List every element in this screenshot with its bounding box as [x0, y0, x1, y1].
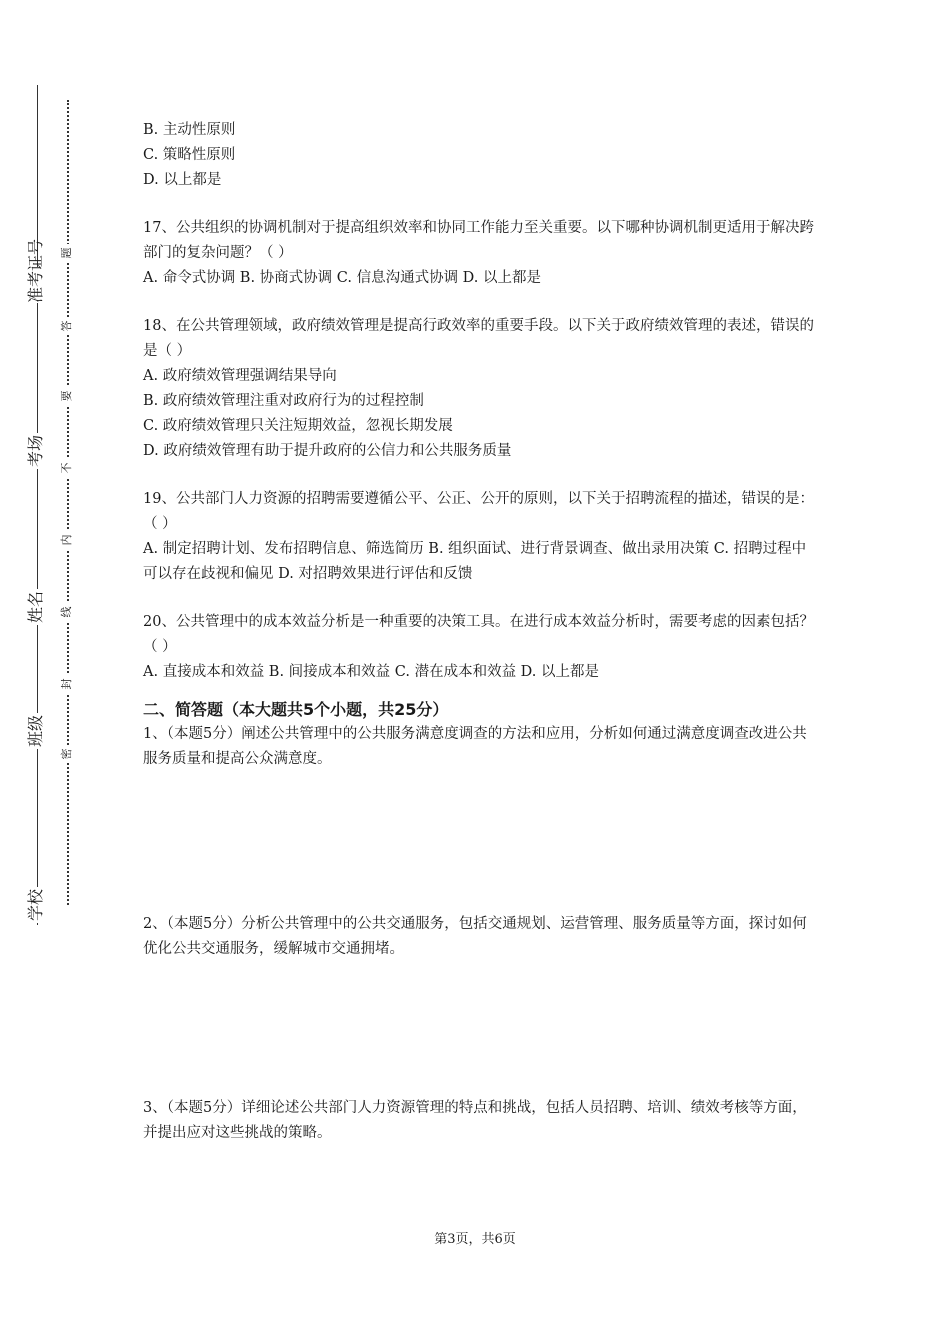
seal-char: 封 [59, 675, 75, 693]
seal-char: 不 [59, 459, 75, 477]
question-18 [143, 314, 815, 464]
seal-line-text [58, 100, 76, 905]
section-title-short-answer: 二、简答题（本大题共5个小题，共25分） [143, 700, 449, 719]
field-exam-room: 考场 [18, 433, 58, 469]
question-16-options [143, 118, 815, 193]
short-answer-question: 3、（本题5分）详细论述公共部门人力资源管理的特点和挑战，包括人员招聘、培训、绩效考核等方面，并提出应对这些挑战的策略。 [143, 1100, 807, 1141]
answer-space [143, 962, 815, 1096]
short-answer-question: 2、（本题5分）分析公共管理中的公共交通服务，包括交通规划、运营管理、服务质量等方面，探讨如何优化公共交通服务，缓解城市交通拥堵。 [143, 916, 807, 957]
question-stem: 17、公共组织的协调机制对于提高组织效率和协同工作能力至关重要。以下哪种协调机制更适用于解决跨部门的复杂问题？（ ） [143, 220, 814, 261]
student-info-fields [20, 85, 56, 925]
question-19 [143, 487, 815, 587]
field-school: 学校 [18, 887, 58, 923]
field-name: 姓名 [18, 589, 58, 625]
option: D. 政府绩效管理有助于提升政府的公信力和公共服务质量 [143, 443, 512, 459]
field-class: 班级 [18, 713, 58, 749]
option: C. 政府绩效管理只关注短期效益，忽视长期发展 [143, 418, 453, 434]
option: C. 策略性原则 [143, 147, 236, 163]
seal-char: 答 [59, 317, 75, 335]
question-stem: 20、公共管理中的成本效益分析是一种重要的决策工具。在进行成本效益分析时，需要考虑的因素包括？（ ） [143, 614, 814, 655]
short-answer-question: 1、（本题5分）阐述公共管理中的公共服务满意度调查的方法和应用，分析如何通过满意度调查改进公共服务质量和提高公众满意度。 [143, 726, 807, 767]
option: D. 以上都是 [143, 172, 222, 188]
question-options: A. 直接成本和效益 B. 间接成本和效益 C. 潜在成本和效益 D. 以上都是 [143, 664, 600, 680]
question-stem: 19、公共部门人力资源的招聘需要遵循公平、公正、公开的原则，以下关于招聘流程的描述，错误的是：（ ） [143, 491, 814, 532]
seal-char: 内 [59, 531, 75, 549]
seal-char: 线 [59, 603, 75, 621]
field-exam-number: 准考证号 [18, 267, 58, 303]
question-options: A. 命令式协调 B. 协商式协调 C. 信息沟通式协调 D. 以上都是 [143, 270, 542, 286]
question-stem: 18、在公共管理领域，政府绩效管理是提高行政效率的重要手段。以下关于政府绩效管理的表述，错误的是（ ） [143, 318, 814, 359]
option: B. 主动性原则 [143, 122, 236, 138]
option: A. 政府绩效管理强调结果导向 [143, 368, 337, 384]
seal-char: 要 [59, 387, 75, 405]
seal-char: 题 [59, 244, 75, 262]
seal-char: 密 [59, 745, 75, 763]
question-17 [143, 216, 815, 291]
question-20 [143, 610, 815, 685]
exam-content [143, 118, 815, 1146]
answer-space [143, 772, 815, 912]
question-options: A. 制定招聘计划、发布招聘信息、筛选简历 B. 组织面试、进行背景调查、做出录用决策 C. 招聘过程中可以存在歧视和偏见 D. 对招聘效果进行评估和反馈 [143, 541, 807, 582]
page-number: 第3页，共6页 [434, 1232, 516, 1247]
binding-margin [0, 0, 110, 1344]
option: B. 政府绩效管理注重对政府行为的过程控制 [143, 393, 424, 409]
